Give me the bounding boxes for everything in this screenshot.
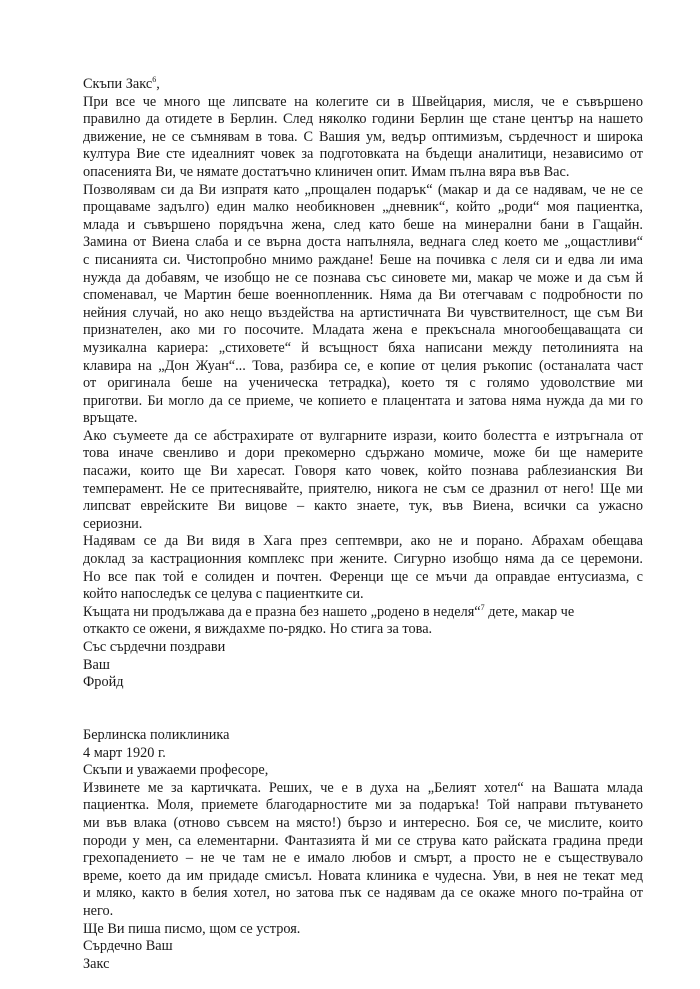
text-line: и мляко, както в белия хотел, но затова пък се надявам да се окаже много по-трайна от <box>83 885 643 902</box>
text-line: движение, не се съмнявам в това. С Вашия ум, ведър оптимизъм, сърдечност и широка <box>83 128 643 145</box>
text-line: сериозни. <box>83 515 143 532</box>
text-line: Замина от Виена слаба и се върна доста напълняла, веднага след което ме „ощастливи“ <box>83 234 643 251</box>
text-line: грехопадението – не че там не е имало любов и смърт, а просто не е съществувало <box>83 850 643 867</box>
section-gap <box>83 709 643 727</box>
letter-salutation: Скъпи и уважаеми професоре, <box>83 762 269 779</box>
letter-place: Берлинска поликлиника <box>83 726 230 743</box>
text-line: доклад за кастрационния комплекс при жените. Сигурно изобщо няма да се церемони. <box>83 551 643 568</box>
text-line: темперамент. Не се притеснявайте, приятелю, никога не съм се дразнил от него! Ще ми <box>83 480 643 497</box>
text-line: пасажи, които ще Ви харесат. Говоря като човек, който познава раблезианския Ви <box>83 463 643 480</box>
text-line: Ако съумеете да се абстрахирате от вулгарните изрази, които болестта е изтръгнала от <box>83 427 643 444</box>
text-line: Позволявам си да Ви изпратя като „прощален подарък“ (макар и да се надявам, че не се <box>83 181 643 198</box>
text-line: Ще Ви пиша писмо, щом се устроя. <box>83 920 301 937</box>
letter-closing: Ваш <box>83 656 110 673</box>
text-line: клавира на „Дон Жуан“... Това, разбира се, е копие от целия ръкопис (останалата част <box>83 357 643 374</box>
text-line: с писанията си. Чистопробно мнимо раждане! Беше на почивка с леля си и едва ли има <box>83 251 643 268</box>
text-line: споменавал, че Мартин беше военнопленник. Няма да Ви отегчавам с подробности по <box>83 287 643 304</box>
letter-closing: Със сърдечни поздрави <box>83 639 226 655</box>
text-line: Надявам се да Ви видя в Хага през септември, ако не и порано. Абрахам обещава <box>83 533 643 550</box>
text-line: приготви. Би могло да се приеме, че копието е плацентата и затова няма нужда да ми го <box>83 392 643 409</box>
text-line: Къщата ни продължава да е празна без нашето „родено в неделя“$^7$ дете, макар че <box>83 603 575 620</box>
text-line: нужда да добавям, че изобщо не се познава със синовете ми, макар че може и да съм й <box>83 269 643 286</box>
text-line: култура Вие сте идеалният човек за подготовката на бъдещи аналитици, независимо от <box>83 146 643 163</box>
letter-signature: Закс <box>83 955 110 972</box>
letter-salutation: Скъпи Закс$^6$, <box>83 75 160 92</box>
text-line: При все че много ще липсвате на колегите си в Швейцария, мисля, че е съвършено <box>83 93 643 110</box>
text-line: пациентка. Моля, приемете благодарностите ми за подаръка! Той направи пътуването <box>83 797 643 814</box>
footnote-ref: 7 <box>480 603 485 613</box>
text-line: Извинете ме за картичката. Реших, че е в духа на „Белият хотел“ на Вашата млада <box>83 779 643 796</box>
section-gap <box>83 692 643 710</box>
text-line: признателен, ако ми го посочите. Младата жена е прекъснала многообещаващата си <box>83 322 643 339</box>
text-line: музикална кариера: „стиховете“ й всъщност бяха написани между петолинията на <box>83 339 643 356</box>
text-line: ми във влака (отново съвсем на място!) бързо и интересно. Боя се, че мислите, които <box>83 814 643 831</box>
text-line: откакто се ожени, я виждахме по-рядко. Но стига за това. <box>83 621 433 638</box>
text-line: него. <box>83 902 114 919</box>
text-line: време, което да им придаде смисъл. Новата клиника е чудесна. Уви, в нея не текат мед <box>83 867 643 884</box>
text-line: връщате. <box>83 410 138 427</box>
footnote-ref: 6 <box>152 75 157 85</box>
letter-date: 4 март 1920 г. <box>83 744 166 761</box>
letter-closing: Сърдечно Ваш <box>83 938 173 955</box>
text-line: правилно да отидете в Берлин. След няколко години Берлин ще стане център на нашето <box>83 111 643 128</box>
text-line: Но все пак той е солиден и почтен. Ференци ще се мъчи да оправдае ентусиазма, с <box>83 568 643 585</box>
letter-signature: Фройд <box>83 674 124 691</box>
document-page <box>83 76 643 973</box>
letter-freud <box>83 76 643 692</box>
text-line: от оригинала беше на ученическа тетрадка), което тя с голямо удоволствие ми <box>83 375 643 392</box>
text-line: опасенията Ви, че нямате достатъчно клиничен опит. Имам пълна вяра във Вас. <box>83 163 570 180</box>
text-line: нейния случай, но ако нещо въздейства на артистичната Ви чувствителност, ще съм Ви <box>83 304 643 321</box>
text-line: който напоследък се целува с пациентките си. <box>83 586 364 603</box>
text-line: породи у мен, са елементарни. Фантазията й ми се струва като райската градина преди <box>83 832 643 849</box>
text-line: млада и съвършено порядъчна жена, след като беше на минерални бани в Гащайн. <box>83 216 643 233</box>
letter-sachs <box>83 727 643 973</box>
text-line: прощаваме задълго) един малко необикновен „дневник“, който „роди“ моя пациентка, <box>83 199 643 216</box>
text-line: липсват еврейските Ви вицове – както знаете, тук, във Виена, всички са ужасно <box>83 498 643 515</box>
text-line: това иначе свенливо и дори прекомерно сдържано момиче, може би ще намерите <box>83 445 643 462</box>
